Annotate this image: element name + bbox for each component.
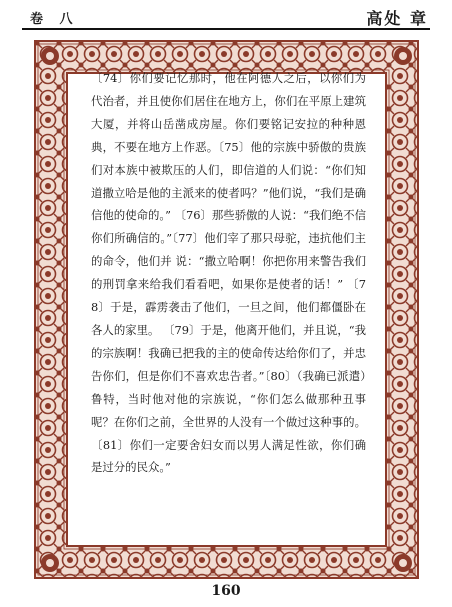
running-header xyxy=(22,6,430,28)
page-number: 160 xyxy=(211,583,241,599)
body-text: 〔74〕你们要记忆那时，他在阿德人之后，以你们为代治者，并且使你们居住在地方上，你们在平原上建筑大厦，并将山岳凿成房屋。你们要铭记安拉的种种恩典，不要在地方上作恶。〔75〕他的宗族中骄傲的贵族们对本族中被欺压的人们，即信道的人们说：“你们知道撒立哈是他的主派来的使者吗？”他们说，“我们是确信他的使命的。” 〔76〕那些骄傲的人说：“我们绝不信你们所确信的。”〔77〕他们宰了那只母驼，违抗他们主的命令，他们并 说：“撒立哈啊！你把你用来警告我们的刑罚拿来给我们看看吧，如果你是使者的话！” 〔78〕于是，霹雳袭击了他们，一旦之间，他们都僵卧在各人的家里。 〔79〕于是，他离开他们，并且说，“我的宗族啊！我确已把我的主的使命传达给你们了，并忠告你们，但是你们不喜欢忠告者。”〔80〕（我确已派遣）鲁特，当时他对他的宗族说，“你们怎么做那种丑事呢？在你们之前，全世界的人没有一个做过这种事的。〔81〕你们一定要舍妇女而以男人满足性欲，你们确是过分的民众。” xyxy=(91,71,366,475)
volume-label: 卷 八 xyxy=(30,12,79,27)
chapter-title: 高处 章 xyxy=(366,9,428,28)
header-rule xyxy=(22,28,430,30)
